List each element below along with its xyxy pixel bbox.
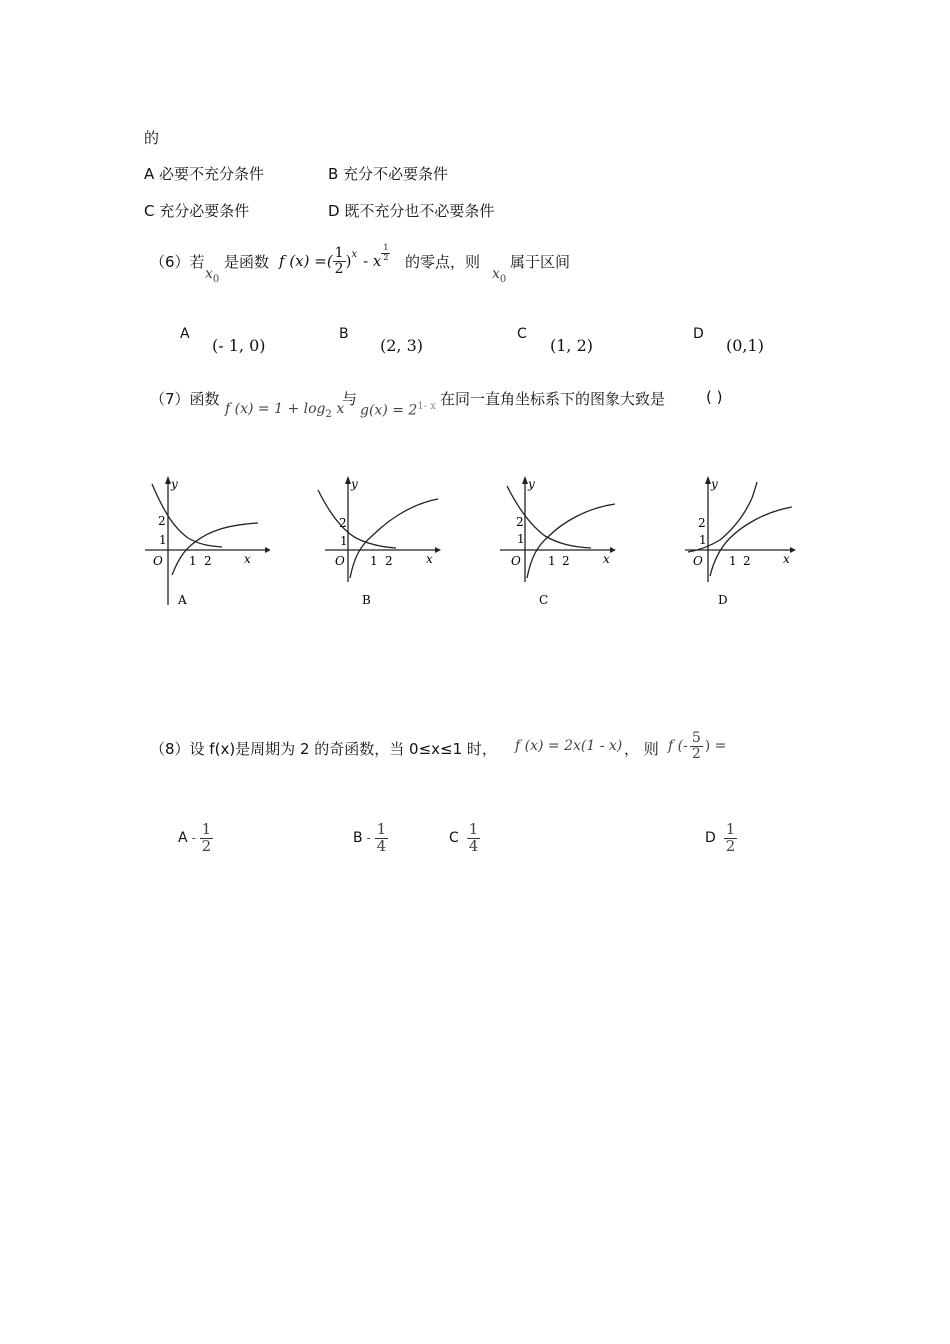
graph-d-origin: O xyxy=(693,554,703,568)
graph-b xyxy=(310,470,450,610)
graph-d-y-label: y xyxy=(711,477,718,491)
q6-option-b-label: B xyxy=(339,326,349,342)
graph-a-tick-y1: 1 xyxy=(159,533,167,547)
q6-option-c-value: (1, 2) xyxy=(550,336,594,355)
graph-c-tick-x1: 1 xyxy=(548,554,556,568)
q8-option-b-fraction: $\frac{1}{4}$ xyxy=(376,820,387,855)
graph-b-x-label: x xyxy=(426,552,433,566)
graph-c-origin: O xyxy=(511,554,521,568)
graph-a-tick-y2: 2 xyxy=(158,514,166,528)
graph-c-label: C xyxy=(539,593,549,607)
q6-option-a-label: A xyxy=(180,326,190,342)
graph-c-tick-y1: 1 xyxy=(517,532,525,546)
graph-a-origin: O xyxy=(153,554,163,568)
graph-b-origin: O xyxy=(335,554,345,568)
continuation-text: 的 xyxy=(144,129,160,147)
q6-function: f (x) =( $\frac{1}{2}$ ) $^x$ - x $\frac{1}{2}$ xyxy=(279,243,389,277)
q6-text-mid: 是函数 xyxy=(224,253,270,271)
graph-c-y-label: y xyxy=(528,477,535,491)
graph-c-tick-y2: 2 xyxy=(516,515,524,529)
q6-number: （6）若 xyxy=(150,253,205,271)
q6-option-d-value: (0,1) xyxy=(726,336,764,355)
q6-x0-2: $x_0$ xyxy=(492,266,507,285)
q7-text-after: 在同一直角坐标系下的图象大致是 xyxy=(440,390,666,408)
q6-x0: $x_0$ xyxy=(205,266,220,285)
q5-option-c: C 充分必要条件 xyxy=(144,202,250,220)
q6-text-end: 属于区间 xyxy=(510,253,571,271)
q8-option-d: D $\frac{1}{2}$ xyxy=(705,820,736,855)
q7-f-formula: f $(x) = 1 + \log_2 x$ xyxy=(225,401,345,420)
q6-func-head: f (x) =( xyxy=(279,252,333,271)
graph-d xyxy=(680,470,810,610)
q8-five-halves: $\frac{5}{2}$ xyxy=(691,730,701,762)
q8-option-c-fraction: $\frac{1}{4}$ xyxy=(468,820,479,855)
graph-b-tick-y2: 2 xyxy=(339,516,347,530)
q5-option-d: D 既不充分也不必要条件 xyxy=(328,202,495,220)
graph-d-x-label: x xyxy=(783,552,790,566)
graph-d-tick-x1: 1 xyxy=(729,554,737,568)
q6-option-c-label: C xyxy=(517,326,527,342)
q6-text-after: 的零点，则 xyxy=(405,253,481,271)
q8-option-d-fraction: $\frac{1}{2}$ xyxy=(725,820,736,855)
q8-target: f (- $\frac{5}{2}$ ) = xyxy=(668,730,727,762)
q8-option-c: C $\frac{1}{4}$ xyxy=(449,820,479,855)
graph-c xyxy=(495,470,625,610)
q8-text: （8）设 f(x)是周期为 2 的奇函数，当 0≤x≤1 时， xyxy=(150,740,497,758)
graph-d-label: D xyxy=(718,593,728,607)
q6-option-b-value: (2, 3) xyxy=(380,336,424,355)
graph-a-tick-x2: 2 xyxy=(204,554,212,568)
q6-exponent-fraction: $\frac{1}{2}$ xyxy=(383,243,389,262)
q7-with: 与 xyxy=(342,390,358,408)
graph-a-y-label: y xyxy=(171,477,178,491)
q5-option-b: B 充分不必要条件 xyxy=(328,165,449,183)
q8-option-a: A - $\frac{1}{2}$ xyxy=(178,820,212,855)
graph-c-tick-x2: 2 xyxy=(562,554,570,568)
graph-a-label: A xyxy=(178,593,187,607)
graph-d-tick-y2: 2 xyxy=(698,516,706,530)
q8-option-b: B - $\frac{1}{4}$ xyxy=(353,820,387,855)
graph-b-y-label: y xyxy=(351,477,358,491)
q6-option-d-label: D xyxy=(693,326,704,342)
q7-number: （7）函数 xyxy=(150,390,220,408)
graph-d-tick-x2: 2 xyxy=(743,554,751,568)
q8-formula: f (x) = 2x(1 - x) xyxy=(515,738,623,754)
q8-then: ， 则 xyxy=(624,740,659,758)
graph-c-x-label: x xyxy=(603,552,610,566)
graph-a xyxy=(140,470,270,610)
q5-option-a: A 必要不充分条件 xyxy=(144,165,265,183)
graph-b-tick-x2: 2 xyxy=(385,554,393,568)
q6-option-a-value: (- 1, 0) xyxy=(212,336,266,355)
graph-a-x-label: x xyxy=(244,552,251,566)
graph-b-tick-x1: 1 xyxy=(370,554,378,568)
graph-b-label: B xyxy=(362,593,371,607)
q7-g-formula: $g(x) = 2^{1- x}$ xyxy=(360,401,436,419)
q7-answer-paren: ( ) xyxy=(706,388,723,406)
graph-b-tick-y1: 1 xyxy=(340,534,348,548)
q8-option-a-fraction: $\frac{1}{2}$ xyxy=(201,820,212,855)
graph-a-tick-x1: 1 xyxy=(189,554,197,568)
graph-d-tick-y1: 1 xyxy=(699,533,707,547)
q6-half-fraction: $\frac{1}{2}$ xyxy=(334,245,344,277)
